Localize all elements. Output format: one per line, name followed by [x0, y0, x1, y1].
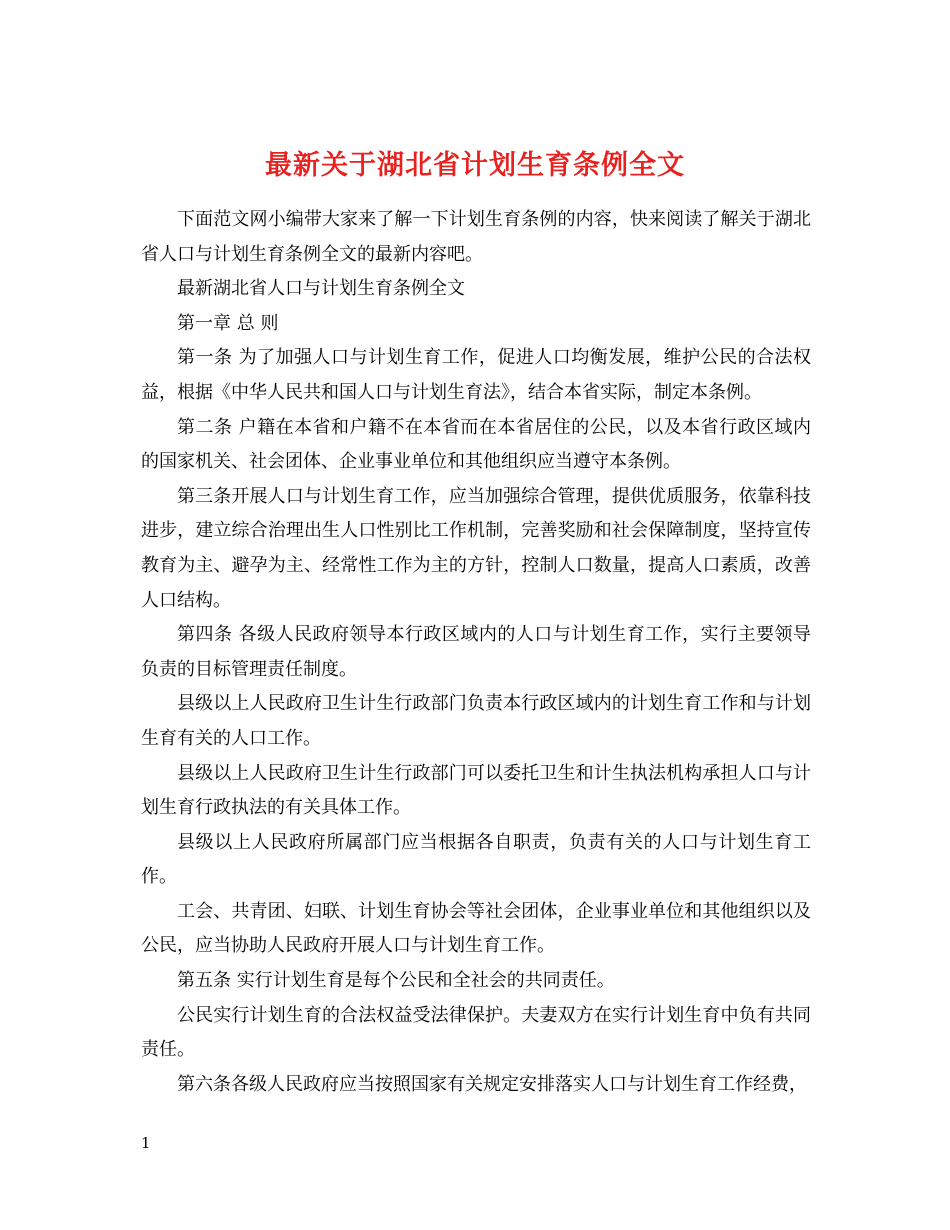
paragraph-intro: 下面范文网小编带大家来了解一下计划生育条例的内容，快来阅读了解关于湖北省人口与计划生育条例全文的最新内容吧。 [141, 209, 811, 265]
paragraph-article-4-clause-3: 县级以上人民政府卫生计生行政部门可以委托卫生和计生执法机构承担人口与计划生育行政执法的有关具体工作。 [141, 762, 811, 819]
paragraph-article-5-clause-2: 公民实行计划生育的合法权益受法律保护。夫妻双方在实行计划生育中负有共同责任。 [141, 1004, 811, 1061]
paragraph-article-4: 第四条 各级人民政府领导本行政区域内的人口与计划生育工作，实行主要领导负责的目标管理责任制度。 [141, 624, 811, 680]
paragraph-article-4-clause-2: 县级以上人民政府卫生计生行政部门负责本行政区域内的计划生育工作和与计划生育有关的人口工作。 [141, 693, 811, 749]
paragraph-article-4-clause-5: 工会、共青团、妇联、计划生育协会等社会团体，企业事业单位和其他组织以及公民，应当协助人民政府开展人口与计划生育工作。 [141, 900, 811, 957]
paragraph-article-5: 第五条 实行计划生育是每个公民和全社会的共同责任。 [177, 970, 615, 992]
page-number: 1 [141, 1134, 151, 1152]
paragraph-subtitle: 最新湖北省人口与计划生育条例全文 [177, 278, 465, 300]
paragraph-article-2: 第二条 户籍在本省和户籍不在本省而在本省居住的公民，以及本省行政区域内的国家机关、社会团体、企业事业单位和其他组织应当遵守本条例。 [141, 416, 811, 473]
paragraph-article-4-clause-4: 县级以上人民政府所属部门应当根据各自职责，负责有关的人口与计划生育工作。 [141, 831, 811, 888]
paragraph-article-3: 第三条开展人口与计划生育工作，应当加强综合管理，提供优质服务，依靠科技进步，建立综合治理出生人口性别比工作机制，完善奖励和社会保障制度，坚持宣传教育为主、避孕为主、经常性工作为主的方针，控制人口数量，提高人口素质，改善人口结构。 [141, 485, 811, 611]
paragraph-chapter-heading: 第一章 总 则 [177, 312, 279, 334]
paragraph-article-1: 第一条 为了加强人口与计划生育工作，促进人口均衡发展，维护公民的合法权益，根据《中华人民共和国人口与计划生育法》，结合本省实际，制定本条例。 [141, 347, 811, 403]
paragraph-article-6: 第六条各级人民政府应当按照国家有关规定安排落实人口与计划生育工作经费， [177, 1073, 807, 1095]
document-body [141, 203, 811, 1102]
document-title: 最新关于湖北省计划生育条例全文 [265, 150, 685, 182]
